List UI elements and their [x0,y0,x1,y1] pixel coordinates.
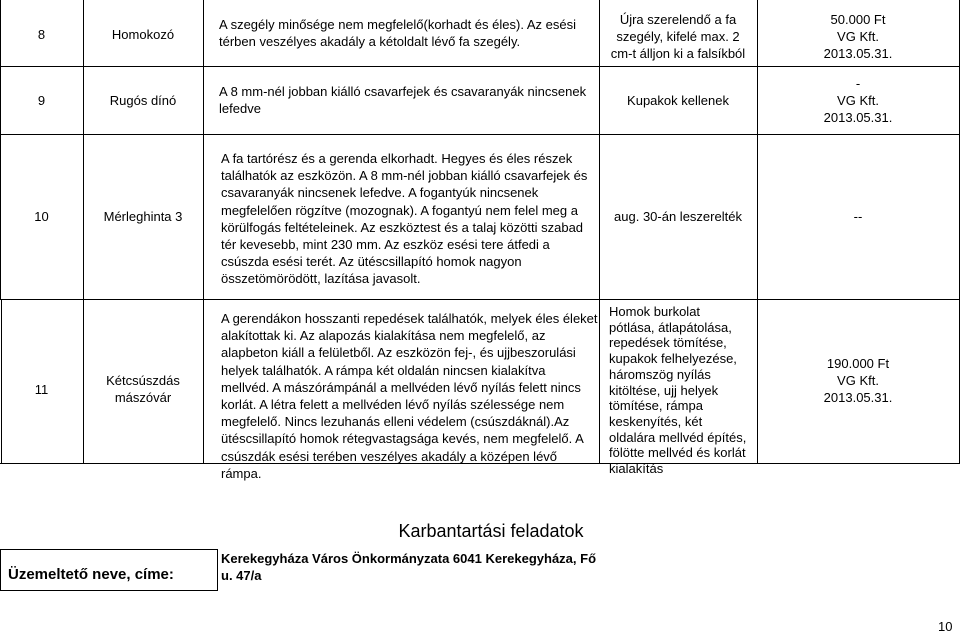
page-number: 10 [938,619,953,634]
equipment-name: Homokozó [111,27,175,42]
required-action: Kupakok kellenek [627,93,729,108]
required-action: aug. 30-án leszerelték [614,209,742,224]
row-number: 9 [37,93,46,108]
operator-label: Üzemeltető neve, címe: [8,566,174,583]
cost-deadline: - VG Kft. 2013.05.31. [823,76,893,125]
row-number: 8 [37,27,46,42]
cost-deadline: 190.000 Ft VG Kft. 2013.05.31. [823,356,893,405]
required-action: Újra szerelendő a fa szegély, kifelé max. 2 cm-t álljon ki a falsíkból [610,12,746,61]
section-title: Karbantartási feladatok [398,521,584,541]
cost-deadline: -- [853,209,863,224]
equipment-name: Rugós dínó [109,93,177,108]
required-action: Homok burkolat pótlása, átlapátolása, repedések tömítése, kupakok felhelyezése, háromszög nyílás kitöltése, ujj helyek tömítése, rámpa keskenyítés, két oldalára mellvéd építés, fölötte mellvéd és korlát kialakítás [609,304,747,477]
equipment-name: Mérleghinta 3 [103,209,183,224]
issue-description: A fa tartórész és a gerenda elkorhadt. Hegyes és éles részek találhatók az eszközön. A 8 mm-nél jobban kiálló csavarfejek és csavaranyák nincsenek lefedve. A fogantyúk nincsenek megfelelően rögzítve (mozognak). A fogantyú nem felel meg a körülfogás feltételeinek. Az eszköztest és a talaj közötti szabad tér kevesebb, mint 230 mm. Az eszköz esési tere átfedi a csúszda esési terét. Az ütéscsillapító homok nagyon összetömörödött, lazítása javasolt. [221,151,588,287]
row-number: 11 [34,382,49,397]
cost-deadline: 50.000 Ft VG Kft. 2013.05.31. [823,12,893,61]
issue-description: A gerendákon hosszanti repedések találhatók, melyek éles éleket alakítottak ki. Az alapozás kialakítása nem megfelelő, az alapbeton kiáll a felületből. Az eszközön fej-, és ujjbeszorulási helyek találhatók. A rámpa két oldalán nincsen kialakítva mellvéd. A mászórámpánál a mellvéden lévő nyílás felett nincs korlát. A létra felett a mellvéden lévő nyílás szélessége nem megfelelő. Nincs lezuhanás elleni védelem (csúszdáknál).Az ütéscsillapító homok rétegvastagsága kevés, nem megfelelő. A csúszdák esési terében veszélyes akadály a középen lévő rámpa. [221,311,598,481]
row-number: 10 [34,209,49,224]
issue-description: A szegély minősége nem megfelelő(korhadt és éles). Az esési térben veszélyes akadály a kétoldalt lévő fa szegély. [219,17,576,49]
equipment-name: Kétcsúszdás mászóvár [106,373,180,405]
issue-description: A 8 mm-nél jobban kiálló csavarfejek és csavaranyák nincsenek lefedve [219,84,587,116]
operator-value: Kerekegyháza Város Önkormányzata 6041 Kerekegyháza, Fő u. 47/a [221,551,597,583]
